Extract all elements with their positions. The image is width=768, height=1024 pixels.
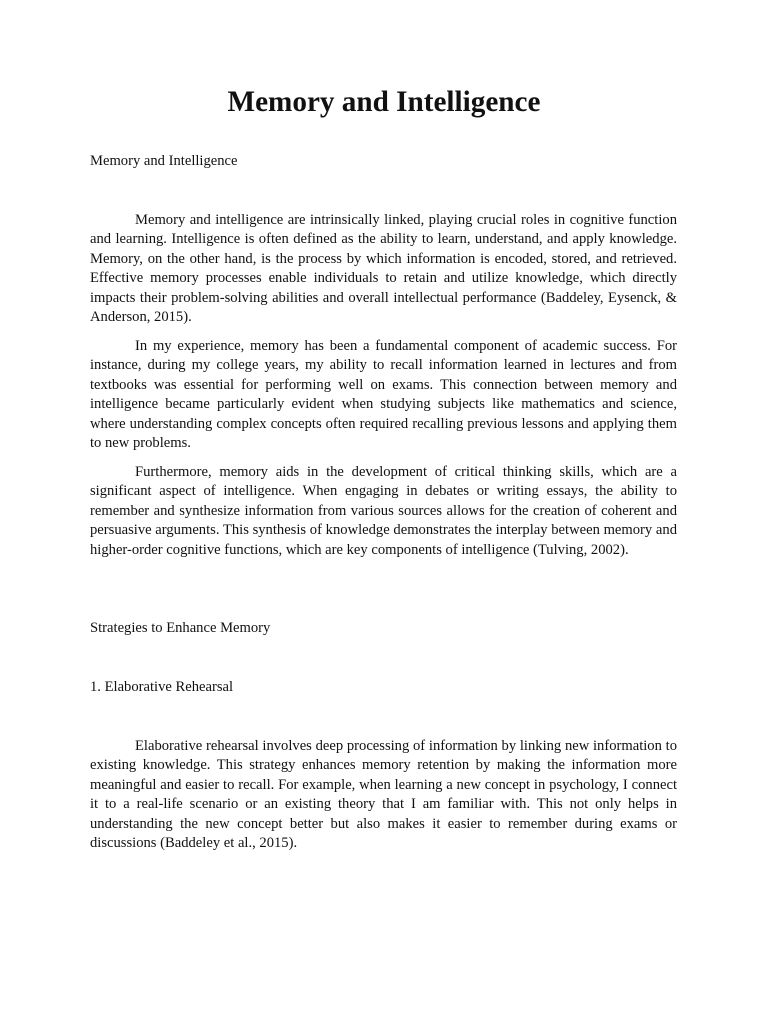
section-heading-memory-and-intelligence: Memory and Intelligence xyxy=(90,153,238,169)
body-paragraph-1: Memory and intelligence are intrinsically linked, playing crucial roles in cognitive function and learning. Intelligence is often defined as the ability to learn, understand, and apply knowledge. Memory, on the other hand, is the process by which information is encoded, stored, and retrieved. Effective memory processes enable individuals to retain and utilize knowledge, which directly impacts their problem-solving abilities and overall intellectual performance (Baddeley, Eysenck, & Anderson, 2015). xyxy=(90,212,677,326)
document-title: Memory and Intelligence xyxy=(227,86,541,118)
body-paragraph-3: Furthermore, memory aids in the development of critical thinking skills, which are a significant aspect of intelligence. When engaging in debates or writing essays, the ability to remember and synthesize information from various sources allows for the creation of coherent and persuasive arguments. This synthesis of knowledge demonstrates the interplay between memory and higher-order cognitive functions, which are key components of intelligence (Tulving, 2002). xyxy=(90,464,677,558)
subsection-heading-elaborative-rehearsal: 1. Elaborative Rehearsal xyxy=(90,679,234,695)
section-heading-strategies: Strategies to Enhance Memory xyxy=(90,620,271,636)
body-paragraph-4: Elaborative rehearsal involves deep processing of information by linking new information to existing knowledge. This strategy enhances memory retention by making the information more meaningful and easier to recall. For example, when learning a new concept in psychology, I connect it to a real-life scenario or an existing theory that I am familiar with. This not only helps in understanding the new concept better but also makes it easier to remember during exams or discussions (Baddeley et al., 2015). xyxy=(90,738,677,852)
body-paragraph-2: In my experience, memory has been a fundamental component of academic success. For instance, during my college years, my ability to recall information learned in lectures and from textbooks was essential for performing well on exams. This connection between memory and intelligence became particularly evident when studying subjects like mathematics and science, where understanding complex concepts often required recalling previous lessons and applying them to new problems. xyxy=(90,338,677,452)
